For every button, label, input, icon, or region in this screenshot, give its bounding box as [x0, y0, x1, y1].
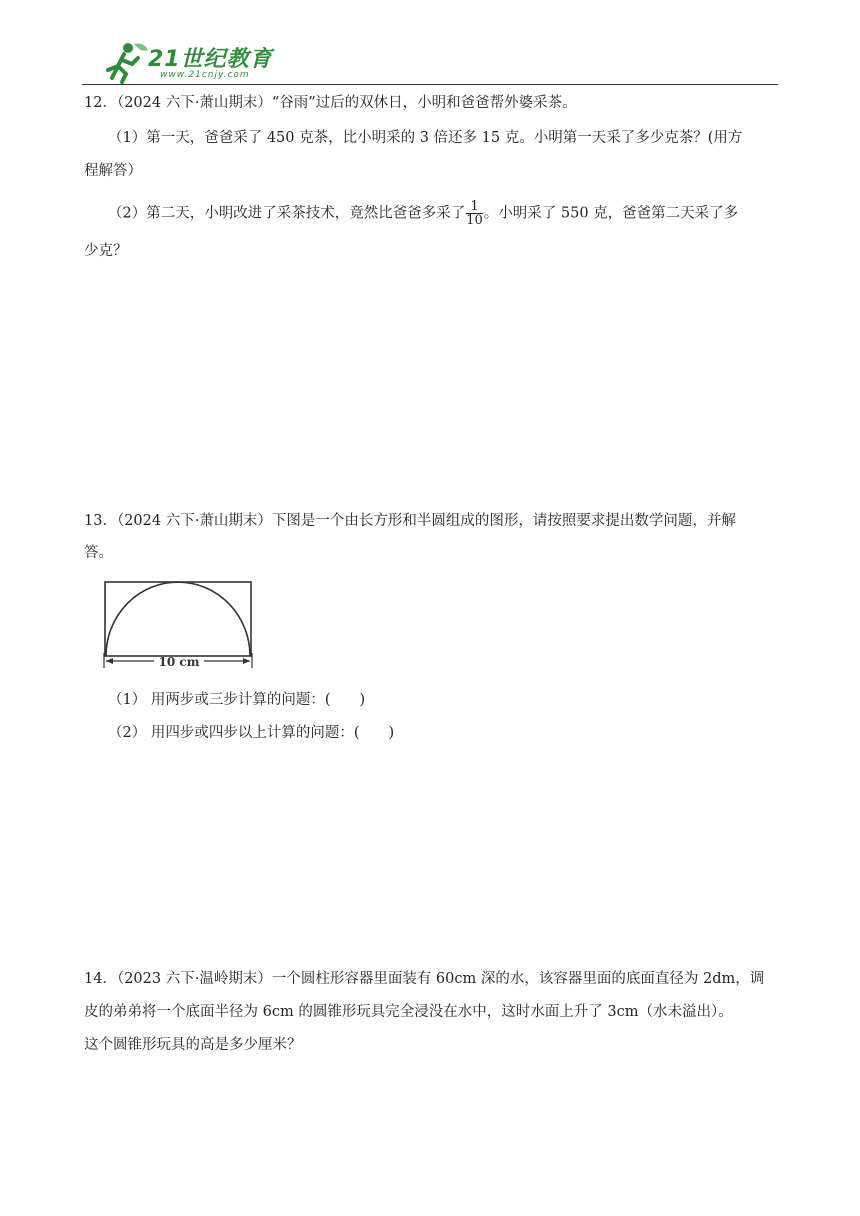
- q13-sub2: （2） 用四步或四步以上计算的问题：( ): [108, 725, 395, 741]
- logo-url: www.21cnjy.com: [160, 70, 250, 80]
- q12-part1-line2: 程解答）: [84, 163, 142, 179]
- arrow-left-icon: [106, 658, 113, 664]
- q12-part2-text-b: 。小明采了 550 克，爸爸第二天采了多: [483, 205, 739, 222]
- q12-stem: 12．（2024 六下·萧山期末）“谷雨”过后的双休日，小明和爸爸帮外婆采茶。: [84, 95, 577, 111]
- q13-sub1: （1） 用两步或三步计算的问题：( ): [108, 692, 366, 708]
- q13-stem-line1: 13．（2024 六下·萧山期末）下图是一个由长方形和半圆组成的图形，请按照要求提出数学问题，并解: [84, 513, 736, 529]
- rectangle-shape: [105, 582, 251, 656]
- header-divider: [82, 84, 778, 85]
- fraction-numerator: 1: [466, 200, 483, 214]
- q14-line3: 这个圆锥形玩具的高是多少厘米？: [84, 1037, 302, 1053]
- logo-title: 21世纪教育: [148, 47, 273, 72]
- dimension-label: 10 cm: [158, 655, 200, 669]
- runner-logo-icon: [104, 40, 150, 84]
- q12-part2-line1: [108, 200, 738, 227]
- q14-line1: 14．（2023 六下·温岭期末）一个圆柱形容器里面装有 60cm 深的水，该容器里面的底面直径为 2dm，调: [84, 971, 765, 987]
- q12-part2-line2: 少克？: [84, 243, 128, 259]
- q14-line2: 皮的弟弟将一个底面半径为 6cm 的圆锥形玩具完全浸没在水中，这时水面上升了 3cm（水未溢出）。: [84, 1004, 733, 1020]
- semicircle-arc: [106, 582, 250, 656]
- arrow-right-icon: [243, 658, 250, 664]
- q12-part1-line1: （1）第一天，爸爸采了 450 克茶，比小明采的 3 倍还多 15 克。小明第一天采了多少克茶？(用方: [108, 130, 743, 146]
- fraction-one-tenth: [466, 200, 483, 227]
- q12-part2-text-a: （2）第二天，小明改进了采茶技术，竟然比爸爸多采了: [108, 205, 466, 222]
- rectangle-semicircle-figure: [100, 578, 260, 670]
- fraction-denominator: 10: [466, 213, 483, 228]
- logo: [104, 40, 274, 84]
- q13-stem-line2: 答。: [84, 545, 113, 561]
